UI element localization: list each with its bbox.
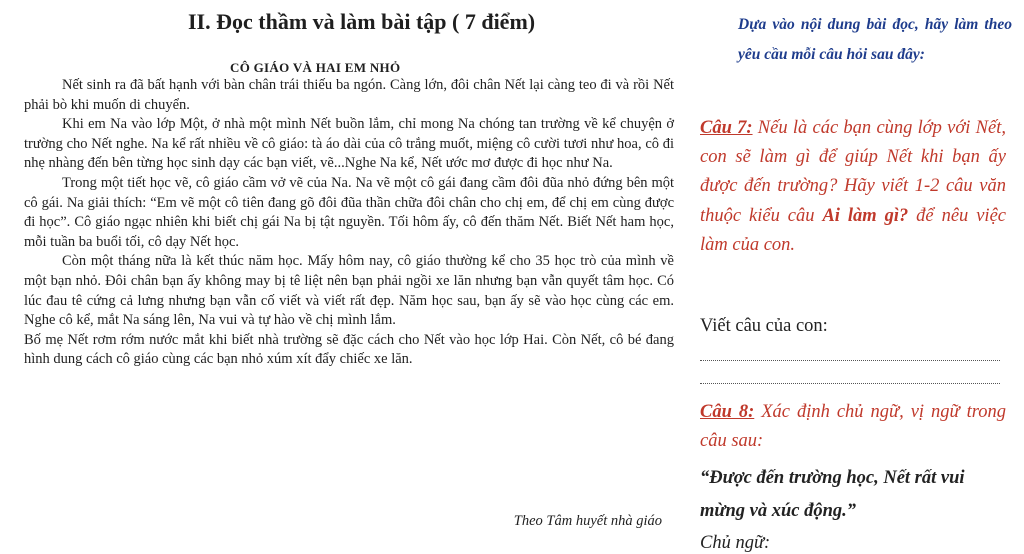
question-8-sentence: “Được đến trường học, Nết rất vui mừng và xúc động.”	[700, 468, 965, 521]
story-paragraph: Nết sinh ra đã bất hạnh với bàn chân trái thiếu ba ngón. Càng lớn, đôi chân Nết lại càng teo đi và rồi Nết phải bò khi muốn di chuyển.	[24, 77, 674, 113]
story-paragraph: Bố mẹ Nết rơm rớm nước mắt khi biết nhà trường sẽ đặc cách cho Nết vào học lớp Hai. Còn Nết, cô bé đang hình dung cách cô giáo cùng các bạn nhỏ xúm xít đẩy chiếc xe lăn.	[24, 331, 674, 368]
question-8-text: Xác định chủ ngữ, vị ngữ trong câu sau:	[700, 402, 1006, 452]
question-7-keyword: Ai làm gì?	[822, 205, 909, 226]
subject-label: Chủ ngữ:	[700, 533, 771, 553]
question-7-text: Nếu là các bạn cùng lớp với Nết, con sẽ làm gì để giúp Nết khi bạn ấy được đến trường? Hãy viết 1-2 câu văn thuộc kiểu câu	[700, 118, 1006, 226]
write-sentence-label: Viết câu của con:	[700, 316, 828, 336]
section-title: II. Đọc thầm và làm bài tập ( 7 điểm)	[188, 9, 536, 34]
answer-line-2[interactable]	[700, 383, 1000, 384]
question-8-label: Câu 8:	[700, 402, 755, 422]
question-8	[700, 398, 1006, 456]
question-7	[700, 114, 1006, 260]
story-paragraph: Còn một tháng nữa là kết thúc năm học. Mấy hôm nay, cô giáo thường kể cho 35 học trò của mình về một bạn nhỏ. Đôi chân bạn ấy không may bị tê liệt nên bạn phải ngồi xe lăn nhưng bạn vẫn quyết tâm học. Có lúc đau tê cứng cả lưng nhưng bạn vẫn cố viết và viết rất đẹp. Năm học sau, bạn ấy sẽ vào học cùng các em. Nghe cô kể, mắt Na sáng lên, Na vui và tự hào về chị mình lắm.	[24, 253, 674, 329]
story-paragraph: Khi em Na vào lớp Một, ở nhà một mình Nết buồn lắm, chỉ mong Na chóng tan trường về kể chuyện ở trường cho Nết nghe. Na kể rất nhiều về cô giáo: tà áo dài của cô trắng muốt, miệng cô cười tươi như hoa, cô đi nhẹ nhàng đến bên từng học sinh dạy các bạn viết, vẽ...Nghe Na kể, Nết ước mơ được đi học như Na.	[24, 116, 674, 172]
story-paragraph: Trong một tiết học vẽ, cô giáo cầm vở vẽ của Na. Na vẽ một cô gái đang cầm đôi đũa nhỏ đứng bên một cô gái. Na giải thích: “Em vẽ một cô tiên đang gõ đôi đũa thần chữa đôi chân cho chị em, để chị em cùng được đi học”. Cô giáo ngạc nhiên khi biết chị gái Na bị tật nguyền. Tối hôm ấy, cô đến thăm Nết. Biết Nết ham học, mỗi tuần ba buổi tối, cô dạy Nết học.	[24, 174, 674, 250]
instruction-text: Dựa vào nội dung bài đọc, hãy làm theo yêu cầu mỗi câu hỏi sau đây:	[738, 16, 1012, 63]
story-body	[24, 76, 674, 370]
story-title: CÔ GIÁO VÀ HAI EM NHỎ	[230, 60, 401, 75]
question-7-text-end: để nêu việc làm của con.	[700, 205, 1006, 255]
exercise-column	[700, 0, 1024, 553]
story-source: Theo Tâm huyết nhà giáo	[513, 513, 662, 529]
answer-line-1[interactable]	[700, 360, 1000, 361]
question-7-label: Câu 7:	[700, 118, 753, 138]
